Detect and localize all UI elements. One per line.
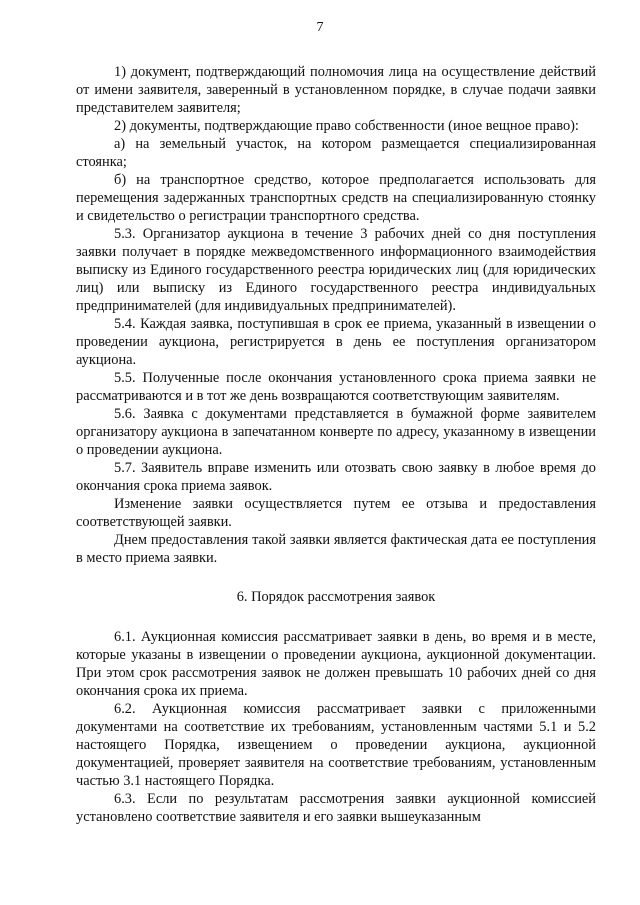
paragraph-5-2-item-2: 2) документы, подтверждающие право собственности (иное вещное право): [114, 118, 579, 134]
document-body [76, 63, 596, 826]
paragraph-5-6: 5.6. Заявка с документами представляется в бумажной форме заявителем организатору аукциона в запечатанном конверте по адресу, указанному в извещении о проведении аукциона. [76, 406, 596, 458]
section-6-heading: 6. Порядок рассмотрения заявок [236, 589, 436, 605]
paragraph-5-2-item-1: 1) документ, подтверждающий полномочия лица на осуществление действий от имени заявителя, заверенный в установленном порядке, в случае подачи заявки представителем заявителя; [76, 64, 596, 116]
paragraph-6-1: 6.1. Аукционная комиссия рассматривает заявки в день, во время и в месте, которые указаны в извещении о проведении аукциона, аукционной документации. При этом срок рассмотрения заявок не должен превышать 10 рабочих дней со дня окончания срока их приема. [76, 629, 596, 699]
page-number: 7 [316, 20, 324, 35]
paragraph-5-2-item-2a: а) на земельный участок, на котором размещается специализированная стоянка; [76, 136, 596, 170]
paragraph-5-2-item-2b: б) на транспортное средство, которое предполагается использовать для перемещения задержанных транспортных средств на специализированную стоянку и свидетельство о регистрации транспортного средства. [76, 172, 596, 224]
paragraph-6-3: 6.3. Если по результатам рассмотрения заявки аукционной комиссией установлено соответствие заявителя и его заявки вышеуказанным [76, 791, 596, 825]
paragraph-5-7-date: Днем предоставления такой заявки является фактическая дата ее поступления в место приема заявки. [76, 532, 596, 566]
paragraph-5-5: 5.5. Полученные после окончания установленного срока приема заявки не рассматриваются и в тот же день возвращаются соответствующим заявителям. [76, 370, 596, 404]
paragraph-5-7: 5.7. Заявитель вправе изменить или отозвать свою заявку в любое время до окончания срока приема заявок. [76, 460, 596, 494]
paragraph-5-3: 5.3. Организатор аукциона в течение 3 рабочих дней со дня поступления заявки получает в порядке межведомственного информационного взаимодействия выписку из Единого государственного реестра юридических лиц (для юридических лиц) или выписку из Единого государственного реестра индивидуальных предпринимателей (для индивидуальных предпринимателей). [76, 226, 596, 314]
paragraph-6-2: 6.2. Аукционная комиссия рассматривает заявки с приложенными документами на соответствие их требованиям, установленным частями 5.1 и 5.2 настоящего Порядка, извещением о проведении аукциона, аукционной документацией, проверяет заявителя на соответствие требованиям, установленным частью 3.1 настоящего Порядка. [76, 701, 596, 789]
paragraph-5-4: 5.4. Каждая заявка, поступившая в срок ее приема, указанный в извещении о проведении аукциона, регистрируется в день ее поступления организатором аукциона. [76, 316, 596, 368]
paragraph-5-7-change: Изменение заявки осуществляется путем ее отзыва и предоставления соответствующей заявки. [76, 496, 596, 530]
